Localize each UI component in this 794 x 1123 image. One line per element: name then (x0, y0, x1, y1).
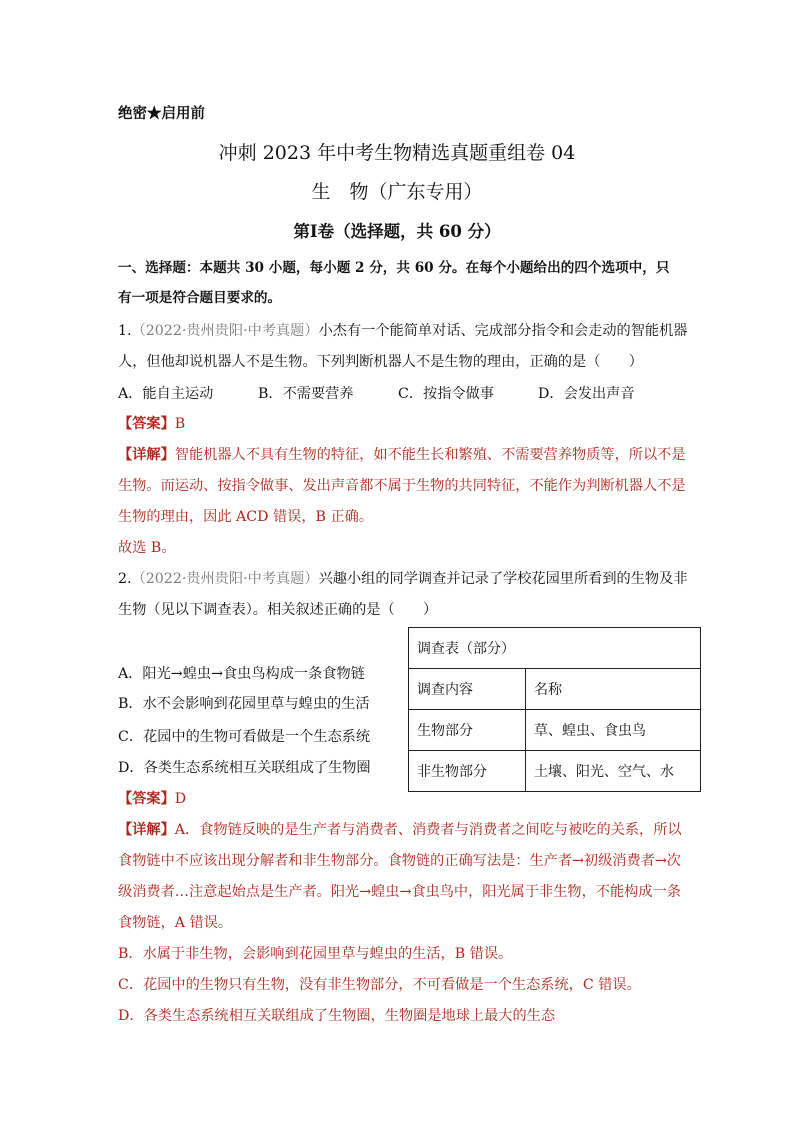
q2-detail-line-1 (118, 820, 682, 840)
q2-detail-line-3: 级消费者…注意起始点是生产者。阳光→蝗虫→食虫鸟中，阳光属于非生物，不能构成一条 (118, 884, 681, 900)
table-row (409, 710, 701, 751)
secret-mark: 绝密★启用前 (118, 105, 205, 122)
q2-stem-line-1 (118, 569, 687, 589)
q2-detail-line-7: D．各类生态系统相互关联组成了生物圈，生物圈是地球上最大的生态 (118, 1008, 556, 1024)
q2-stem-1: 兴趣小组的同学调查并记录了学校花园里所看到的生物及非 (318, 571, 688, 587)
exam-subtitle: 生 物（广东专用） (311, 181, 483, 203)
survey-table-cell: 生物部分 (409, 710, 526, 751)
q1-answer (118, 414, 185, 434)
q1-option-c: C．按指令做事 (398, 386, 494, 402)
q1-option-d: D．会发出声音 (538, 386, 635, 402)
survey-table-cell: 草、蝗虫、食虫鸟 (526, 710, 701, 751)
q2-detail-line-2: 食物链中不应该出现分解者和非生物部分。食物链的正确写法是：生产者→初级消费者→次 (118, 853, 681, 869)
q1-conclusion: 故选 B。 (118, 540, 176, 556)
survey-table-header-name: 名称 (526, 669, 701, 710)
q1-detail-tag: 【详解】 (118, 447, 175, 463)
q2-option-b: B．水不会影响到花园里草与蝗虫的生活 (118, 696, 370, 712)
q1-answer-value: B (174, 416, 186, 432)
survey-table-cell: 土壤、阳光、空气、水 (526, 751, 701, 792)
q1-stem-line-2: 人，但他却说机器人不是生物。下列判断机器人不是生物的理由，正确的是（ ） (118, 354, 643, 370)
q2-option-a: A．阳光→蝗虫→食虫鸟构成一条食物链 (118, 666, 365, 682)
q1-option-a: A．能自主运动 (118, 386, 214, 402)
q1-number: 1. (118, 323, 132, 339)
instructions-line-2: 有一项是符合题目要求的。 (118, 290, 282, 306)
q1-stem-line-1 (118, 321, 687, 341)
q2-option-d: D．各类生态系统相互关联组成了生物圈 (118, 760, 371, 776)
q1-stem-1: 小杰有一个能简单对话、完成部分指令和会走动的智能机器 (318, 323, 688, 339)
survey-table (408, 627, 701, 792)
exam-title: 冲刺 2023 年中考生物精选真题重组卷 04 (218, 142, 576, 164)
q2-number: 2. (118, 571, 132, 587)
q2-option-c: C．花园中的生物可看做是一个生态系统 (118, 729, 371, 745)
q1-detail-line-2: 生物。而运动、按指令做事、发出声音都不属于生物的共同特征，不能作为判断机器人不是 (118, 478, 686, 494)
q2-answer-value: D (174, 791, 187, 807)
instructions-line-1: 一、选择题：本题共 30 小题，每小题 2 分，共 60 分。在每个小题给出的四个选项中，只 (118, 260, 670, 276)
q1-detail-line-1 (118, 445, 686, 465)
survey-table-header-row (409, 669, 701, 710)
q2-answer-tag: 【答案】 (118, 791, 175, 807)
q1-source: （2022·贵州贵阳·中考真题） (131, 323, 319, 339)
q1-detail-line-3: 生物的理由，因此 ACD 错误，B 正确。 (118, 509, 374, 525)
q2-detail-line-6: C．花园中的生物只有生物，没有非生物部分，不可看做是一个生态系统，C 错误。 (118, 977, 641, 993)
survey-table-caption: 调查表（部分） (409, 628, 701, 669)
section-heading: 第Ⅰ卷（选择题，共 60 分） (293, 222, 501, 241)
survey-table-cell: 非生物部分 (409, 751, 526, 792)
q1-answer-tag: 【答案】 (118, 416, 175, 432)
q2-detail-1: A．食物链反映的是生产者与消费者、消费者与消费者之间吃与被吃的关系，所以 (174, 822, 682, 838)
table-row (409, 751, 701, 792)
q2-detail-line-5: B．水属于非生物，会影响到花园里草与蝗虫的生活，B 错误。 (118, 946, 513, 962)
q2-source: （2022·贵州贵阳·中考真题） (131, 571, 319, 587)
q2-answer (118, 789, 186, 809)
q2-stem-line-2: 生物（见以下调查表）。相关叙述正确的是（ ） (118, 602, 438, 618)
q2-detail-tag: 【详解】 (118, 822, 175, 838)
q2-detail-line-4: 食物链，A 错误。 (118, 915, 233, 931)
q1-detail-1: 智能机器人不具有生物的特征，如不能生长和繁殖、不需要营养物质等，所以不是 (174, 447, 686, 463)
survey-table-header-content: 调查内容 (409, 669, 526, 710)
q1-option-b: B．不需要营养 (258, 386, 354, 402)
survey-table-caption-row (409, 628, 701, 669)
